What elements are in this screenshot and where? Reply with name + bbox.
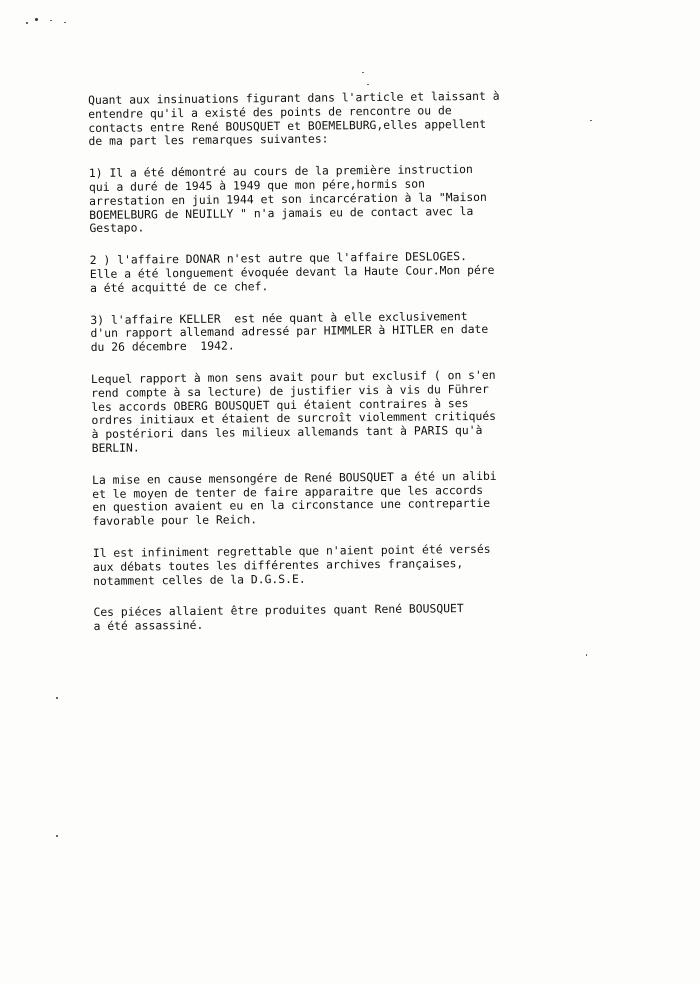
text-line: les accords OBERG BOUSQUET qui étaient contraires à ses (91, 395, 469, 414)
paragraph-intro (88, 88, 679, 149)
paragraph-alibi (92, 468, 683, 529)
text-line: a été acquitté de ce chef. (89, 278, 269, 295)
scan-speck (362, 72, 364, 73)
text-line: La mise en cause mensongére de René BOUSQUET a été un alibi (91, 468, 497, 487)
paragraph-point-2 (90, 248, 680, 296)
text-line: notamment celles de la D.G.S.E. (93, 571, 306, 588)
scan-speck (35, 18, 38, 21)
text-line: Ces piéces allaient être produites quant René BOUSQUET (93, 601, 464, 620)
text-line: de ma part les remarques suivantes: (88, 131, 329, 149)
scan-speck (64, 22, 66, 23)
text-line: du 26 décembre 1942. (90, 338, 235, 355)
text-line: BOEMELBURG de NEUILLY " n'a jamais eu de contact avec la (89, 203, 474, 222)
paragraph-conclusion (93, 600, 683, 634)
paragraph-rapport (91, 367, 682, 456)
scan-speck (367, 84, 369, 85)
text-line: 3) l'affaire KELLER est née quant à elle exclusivement (90, 308, 468, 327)
text-line: Il est infiniment regrettable que n'aient point été versés (92, 541, 491, 560)
text-line: et le moyen de tenter de faire apparaitre que les accords (92, 482, 484, 501)
paragraph-point-1 (89, 161, 680, 236)
text-line: à postériori dans les milieux allemands tant à PARIS qu'à (91, 423, 483, 442)
scan-speck (56, 697, 58, 699)
paragraph-point-3 (90, 307, 680, 355)
text-line: arrestation en juin 1944 et son incarcération à la "Maison (89, 189, 487, 208)
paragraph-archives (93, 541, 683, 589)
text-line: BERLIN. (91, 440, 140, 455)
scan-speck (586, 654, 587, 656)
scan-speck (56, 835, 58, 837)
text-line: 1) Il a été démontré au cours de la première instruction (88, 162, 473, 181)
text-line: qui a duré de 1945 à 1949 que mon pére,hormis son (88, 176, 426, 194)
text-line: 2 ) l'affaire DONAR n'est autre que l'affaire DESLOGES. (89, 249, 467, 268)
scan-speck (26, 22, 28, 24)
text-line: Elle a été longuement évoquée devant la Haute Cour.Mon pére (89, 262, 495, 281)
text-line: Quant aux insinuations figurant dans l'article et laissant à (87, 88, 500, 107)
text-line: contacts entre René BOUSQUET et BOEMELBURG,elles appellent (88, 116, 487, 135)
letter-body (88, 88, 684, 652)
text-line: d'un rapport allemand adressé par HIMMLER à HITLER en date (90, 322, 489, 341)
text-line: entendre qu'il a existé des points de rencontre ou de (88, 102, 452, 121)
text-line: en question avaient eu en la circonstance une contrepartie (92, 496, 491, 515)
text-line: Gestapo. (89, 220, 145, 236)
text-line: Lequel rapport à mon sens avait pour but exclusif ( on s'en (90, 367, 496, 386)
text-line: a été assassiné. (93, 617, 204, 634)
text-line: favorable pour le Reich. (92, 512, 258, 529)
text-line: ordres initiaux et étaient de surcroît violemment critiqués (91, 409, 497, 428)
scan-speck (50, 20, 52, 21)
text-line: aux débats toutes les différentes archives françaises, (92, 555, 464, 574)
text-line: rend compte à sa lecture) de justifier vis à vis du Führer (91, 381, 489, 400)
